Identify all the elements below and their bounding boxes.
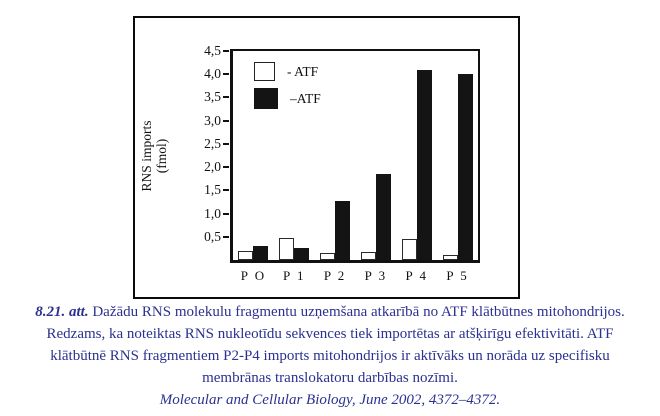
x-axis-label: P 2 bbox=[323, 268, 347, 283]
y-axis-title-line2: (fmol) bbox=[154, 138, 169, 173]
y-tick-mark bbox=[223, 189, 229, 191]
bar-plus-atf-P3 bbox=[376, 174, 391, 260]
y-tick-label: 3,0 bbox=[204, 112, 221, 128]
y-tick-mark bbox=[223, 213, 229, 215]
y-tick-mark bbox=[223, 236, 229, 238]
caption-line-1-text: Dažādu RNS molekulu fragmentu uzņemšana atkarībā no ATF klātbūtnes mitohondrijos. bbox=[92, 304, 625, 320]
caption-line-4: membrānas translokatoru darbības nozīmi. bbox=[202, 370, 458, 386]
legend-item-plus-atf bbox=[254, 88, 321, 109]
bar-minus-atf-P5 bbox=[443, 255, 458, 260]
bar-minus-atf-P3 bbox=[361, 252, 376, 260]
x-axis-label: P 4 bbox=[405, 268, 428, 283]
bar-plus-atf-P1 bbox=[294, 248, 309, 260]
y-tick-label: 0,5 bbox=[204, 228, 221, 244]
x-axis-label: P 1 bbox=[282, 268, 306, 283]
bar-plus-atf-P2 bbox=[335, 201, 350, 260]
legend-swatch-black bbox=[254, 88, 278, 109]
legend-item-minus-atf bbox=[254, 62, 321, 81]
caption-source: Molecular and Cellular Biology, June 2002, 4372–4372. bbox=[159, 392, 501, 408]
bar-minus-atf-PO bbox=[238, 251, 253, 260]
y-tick-mark bbox=[223, 143, 229, 145]
bar-minus-atf-P4 bbox=[402, 239, 417, 260]
caption-line-1 bbox=[10, 301, 650, 323]
x-axis-label: P O bbox=[240, 268, 267, 283]
caption-line-3: klātbūtnē RNS fragmentiem P2-P4 imports mitohondrijos ir aktīvāks un norāda uz specifisku bbox=[50, 348, 610, 364]
y-tick-label: 2,5 bbox=[204, 135, 221, 151]
caption-line-2: Redzams, ka noteiktas RNS nukleotīdu sekvences tiek importētas ar atšķirīgu efektivitāti. ATF bbox=[46, 326, 614, 342]
chart-legend bbox=[254, 62, 321, 109]
y-tick-label: 4,5 bbox=[204, 43, 221, 58]
y-tick-mark bbox=[223, 73, 229, 75]
y-tick-label: 4,0 bbox=[204, 66, 221, 82]
y-axis-title bbox=[139, 120, 169, 191]
legend-label: - ATF bbox=[287, 63, 319, 79]
y-tick-mark bbox=[223, 50, 229, 52]
y-tick-mark bbox=[223, 96, 229, 98]
bar-minus-atf-P1 bbox=[279, 238, 294, 260]
y-axis-title-line1: RNS imports bbox=[139, 120, 154, 191]
bar-minus-atf-P2 bbox=[320, 253, 335, 260]
legend-swatch-white bbox=[254, 62, 275, 81]
figure-frame bbox=[133, 16, 520, 299]
y-tick-mark bbox=[223, 120, 229, 122]
y-tick-mark bbox=[223, 166, 229, 168]
x-axis-label: P 5 bbox=[446, 268, 469, 283]
x-axis-label: P 3 bbox=[364, 268, 388, 283]
y-tick-label: 1,0 bbox=[204, 205, 221, 221]
caption-figure-number: 8.21. att. bbox=[35, 304, 89, 320]
legend-label: –ATF bbox=[290, 90, 321, 106]
figure-caption bbox=[10, 301, 650, 411]
bar-chart-plot-area bbox=[139, 43, 480, 283]
y-tick-label: 3,5 bbox=[204, 89, 221, 105]
y-tick-label: 1,5 bbox=[204, 182, 221, 198]
bar-plus-atf-PO bbox=[253, 246, 268, 260]
bar-plus-atf-P4 bbox=[417, 70, 432, 260]
bar-plus-atf-P5 bbox=[458, 74, 473, 260]
y-tick-label: 2,0 bbox=[204, 159, 221, 175]
